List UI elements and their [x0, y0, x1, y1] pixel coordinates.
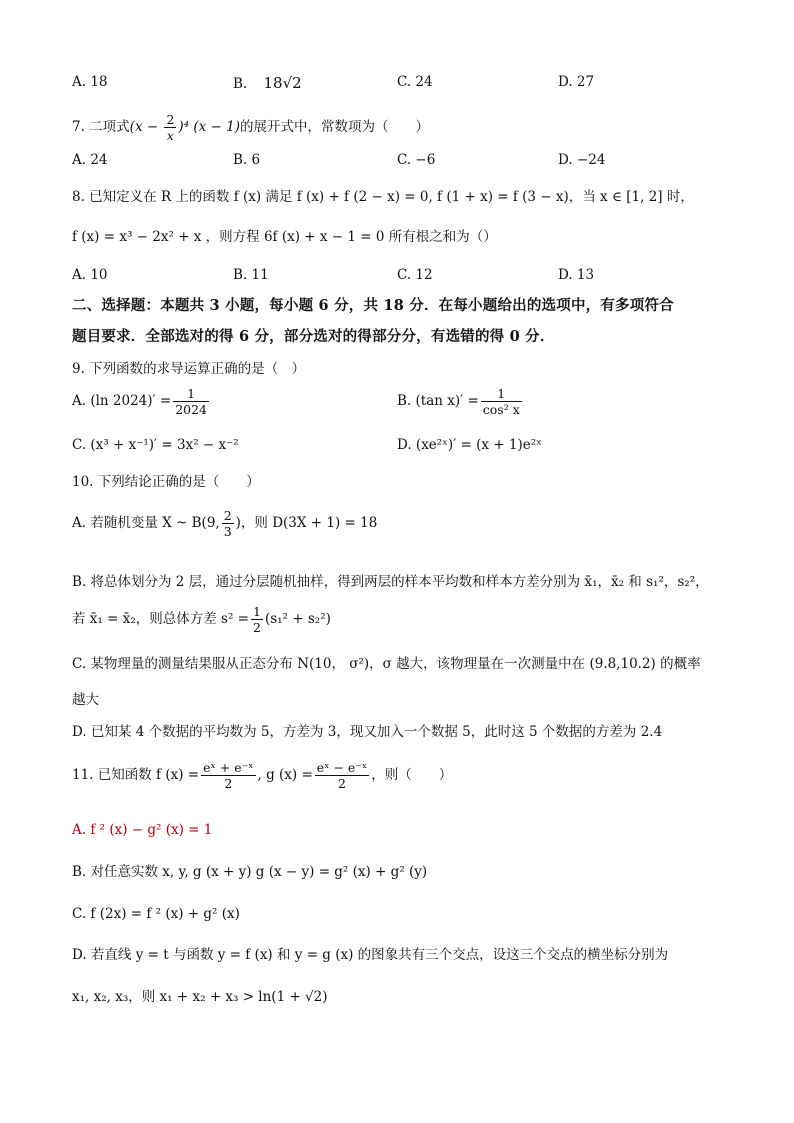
q11-stem-middle: , g (x) = [257, 767, 313, 783]
q9-option-b-denominator: cos² x [482, 402, 520, 417]
q10-option-a-denominator: 3 [223, 524, 232, 539]
q11-option-c: C. f (2x) = f ² (x) + g² (x) [72, 906, 240, 922]
q10-option-b-line2 [72, 604, 331, 635]
q9-option-b-lhs: B. (tan x)′ = [397, 393, 479, 409]
q10-option-a-suffix: )，则 D(3X + 1) = 18 [235, 515, 378, 531]
q7-fraction-numerator: 2 [166, 112, 175, 127]
q10-option-b-numerator: 1 [252, 604, 261, 619]
q7-stem-suffix: 的展开式中，常数项为（ ） [240, 119, 430, 135]
q9-option-a [72, 386, 211, 417]
q10-option-b-prefix: 若 x̄₁ = x̄₂，则总体方差 s² = [72, 611, 249, 627]
q8-stem-line1: 8. 已知定义在 R 上的函数 f (x) 满足 f (x) + f (2 − x) = 0, f (1 + x) = f (3 − x)，当 x ∈ [1, 2] 时， [72, 189, 694, 205]
q7-stem [72, 112, 429, 143]
q10-option-a-fraction [222, 508, 234, 539]
q10-option-b-line1: B. 将总体划分为 2 层，通过分层随机抽样，得到两层的样本平均数和样本方差分别为 x̄₁，x̄₂ 和 s₁²，s₂²， [72, 574, 709, 590]
q7-option-b: B. 6 [233, 152, 261, 168]
q11-option-a: A. f ² (x) − g² (x) = 1 [72, 822, 213, 838]
q6-option-d: D. 27 [558, 74, 595, 90]
q6-option-b [233, 74, 302, 92]
q11-f-fraction [201, 760, 255, 791]
q11-stem [72, 760, 452, 791]
q7-option-d: D. −24 [558, 152, 606, 168]
q9-option-a-denominator: 2024 [175, 402, 208, 417]
q9-option-d: D. (xe²ˣ)′ = (x + 1)e²ˣ [397, 437, 542, 453]
q8-option-a: A. 10 [72, 267, 108, 283]
q8-option-d: D. 13 [558, 267, 595, 283]
q8-option-c: C. 12 [397, 267, 433, 283]
q11-option-d-line2: x₁, x₂, x₃，则 x₁ + x₂ + x₃ > ln(1 + √2) [72, 989, 328, 1005]
q11-g-numerator: eˣ − e⁻ˣ [316, 760, 368, 775]
q10-option-a [72, 508, 377, 539]
q9-option-a-fraction [173, 386, 209, 417]
q11-f-denominator: 2 [201, 775, 255, 791]
q10-option-b-fraction [251, 604, 263, 635]
q9-option-a-numerator: 1 [187, 386, 196, 401]
q6-option-a: A. 18 [72, 74, 108, 90]
q10-option-b-denominator: 2 [252, 620, 261, 635]
q10-option-c-line1: C. 某物理量的测量结果服从正态分布 N(10， σ²)，σ 越大，该物理量在一次测量中在 (9.8,10.2) 的概率 [72, 656, 701, 672]
q7-option-a: A. 24 [72, 152, 108, 168]
q6-option-c: C. 24 [397, 74, 433, 90]
q11-g-denominator: 2 [315, 775, 369, 791]
q9-option-c: C. (x³ + x⁻¹)′ = 3x² − x⁻² [72, 437, 239, 453]
section2-heading-line2: 题目要求．全部选对的得 6 分，部分选对的得部分分，有选错的得 0 分． [72, 328, 555, 345]
q9-option-b-numerator: 1 [497, 386, 506, 401]
q8-option-b: B. 11 [233, 267, 269, 283]
q7-stem-prefix: 7. 二项式 [72, 119, 130, 135]
q11-option-d-line1: D. 若直线 y = t 与函数 y = f (x) 和 y = g (x) 的图象共有三个交点，设这三个交点的横坐标分别为 [72, 947, 669, 963]
q10-option-b-suffix: (s₁² + s₂²) [264, 611, 331, 627]
q9-option-b-fraction [481, 386, 522, 417]
q8-stem-line2: f (x) = x³ − 2x² + x ，则方程 6f (x) + x − 1 = 0 所有根之和为（） [72, 229, 497, 245]
q7-option-c: C. −6 [397, 152, 436, 168]
q9-stem: 9. 下列函数的求导运算正确的是（ ） [72, 361, 306, 377]
q7-fraction [164, 112, 176, 143]
q11-f-numerator: eˣ + e⁻ˣ [203, 760, 254, 775]
q11-option-b: B. 对任意实数 x, y, g (x + y) g (x − y) = g² (x) + g² (y) [72, 864, 428, 880]
q10-option-a-prefix: A. 若随机变量 X ~ B(9, [72, 515, 220, 531]
q11-stem-prefix: 11. 已知函数 f (x) = [72, 767, 200, 783]
q10-stem: 10. 下列结论正确的是（ ） [72, 474, 260, 490]
q7-expression: (x − [129, 119, 163, 135]
q7-expression-tail: )⁴ (x − 1) [178, 119, 241, 135]
q10-option-c-line2: 越大 [72, 692, 99, 708]
q6-option-b-label: B. [233, 76, 248, 92]
q7-fraction-denominator: x [164, 127, 176, 143]
q6-option-b-value: 18√2 [263, 74, 302, 92]
q11-stem-suffix: ，则（ ） [371, 767, 453, 783]
q10-option-a-numerator: 2 [223, 508, 232, 523]
q9-option-b [397, 386, 524, 417]
q9-option-a-lhs: A. (ln 2024)′ = [72, 393, 172, 409]
q11-g-fraction [315, 760, 369, 791]
q10-option-d: D. 已知某 4 个数据的平均数为 5，方差为 3，现又加入一个数据 5，此时这 5 个数据的方差为 2.4 [72, 724, 663, 740]
section2-heading-line1: 二、选择题：本题共 3 小题，每小题 6 分，共 18 分．在每小题给出的选项中，有多项符合 [72, 297, 674, 314]
